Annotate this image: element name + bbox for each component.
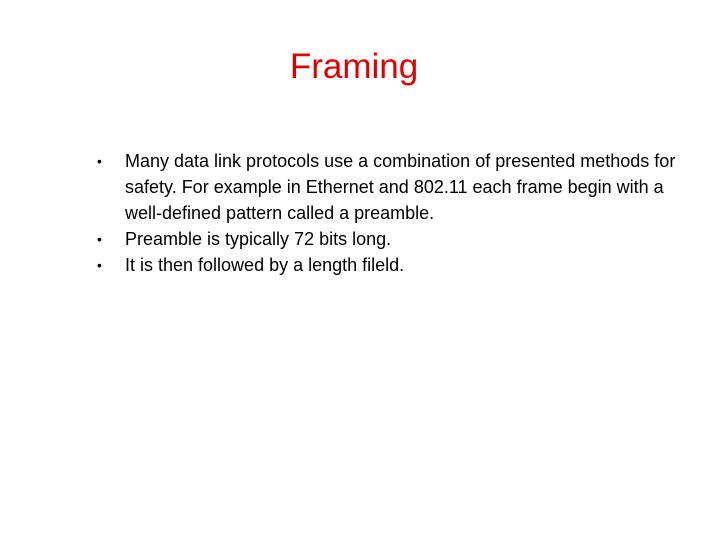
slide-title: Framing [289,47,419,86]
bullet-text: Preamble is typically 72 bits long. [125,229,392,249]
bullet-item [96,226,686,252]
bullet-item [96,148,686,226]
bullet-list [96,148,686,278]
bullet-text: It is then followed by a length fileld. [125,255,405,275]
bullet-icon: • [97,153,102,169]
bullet-icon: • [97,257,102,273]
bullet-item [96,252,686,278]
bullet-icon: • [97,231,102,247]
bullet-text: Many data link protocols use a combination of presented methods for safety. For example in Ethernet and 802.11 each frame begin with a well-defined pattern called a preamble. [125,151,676,223]
